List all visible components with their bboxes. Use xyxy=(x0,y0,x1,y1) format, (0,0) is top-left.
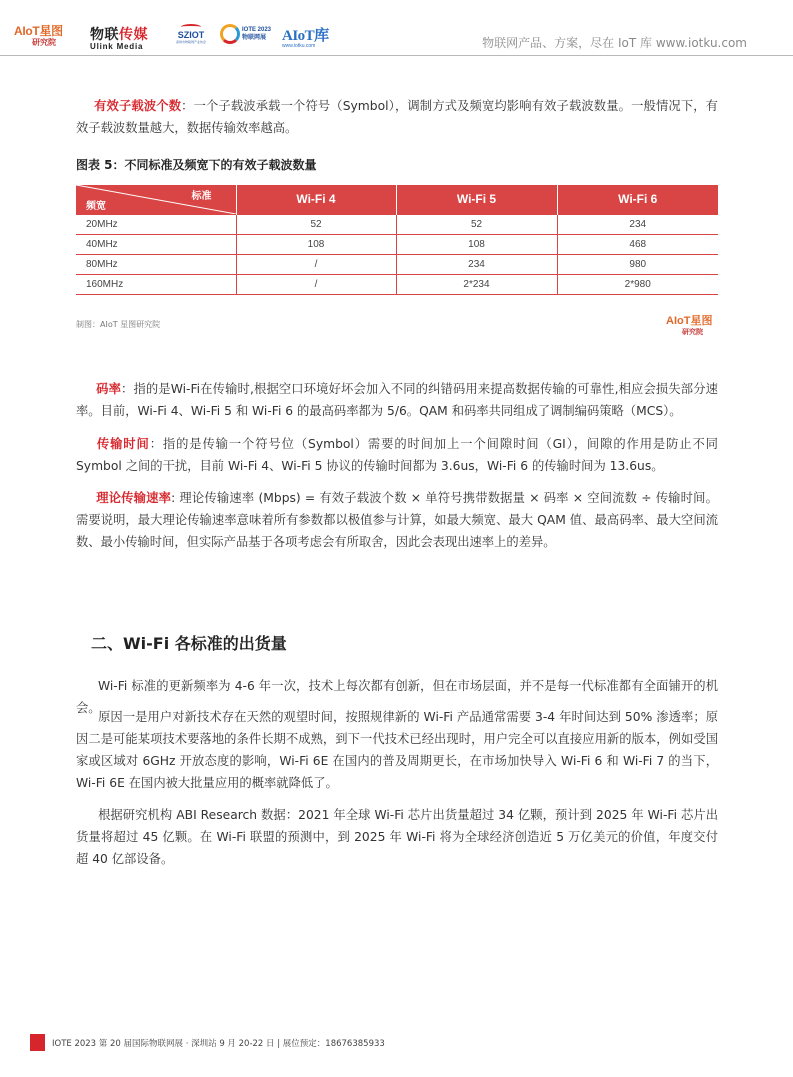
table-row xyxy=(76,254,718,274)
keyword: 有效子载波个数 xyxy=(94,99,182,113)
paragraph-theoretical-rate: 理论传输速率: 理论传输速率 (Mbps) = 有效子载波个数 × 单符号携带数据量 × 码率 × 空间流数 ÷ 传输时间。需要说明，最大理论传输速率意味着所有参数都以极值参与计算，如最大频宽、最大 QAM 值、最高码率、最大空间流数、最小传输时间，但实际产品基于各项考虑会有所取舍，因此会表现出速率上的差异。 xyxy=(76,491,718,549)
keyword: 理论传输速率 xyxy=(96,491,172,505)
column-header: Wi-Fi 5 xyxy=(396,185,557,214)
page-header xyxy=(0,0,793,56)
ulink-media-logo: 物联传媒 Ulink Media xyxy=(90,27,148,51)
table-cell: 40MHz xyxy=(76,234,236,254)
figure-caption: 图表 5：不同标准及频宽下的有效子载波数量 xyxy=(76,158,317,172)
table-cell: / xyxy=(236,254,396,274)
column-header: Wi-Fi 6 xyxy=(557,185,718,214)
table-cell: 234 xyxy=(557,214,718,234)
iote-logo: IOTE 2023 物联网展 xyxy=(220,24,272,48)
aiot-logo: AIoT星图 研究院 xyxy=(14,24,63,47)
keyword: 码率 xyxy=(96,382,122,396)
table-cell: 2*234 xyxy=(396,274,557,294)
table-cell: 468 xyxy=(557,234,718,254)
paragraph-shipments: 根据研究机构 ABI Research 数据：2021 年全球 Wi-Fi 芯片出货量超过 34 亿颗，预计到 2025 年 Wi-Fi 芯片出货量将超过 45 亿颗。在 Wi-Fi 联盟的预测中，到 2025 年 Wi-Fi 将为全球经济创造近 5 万亿美元的价值，年度交付超 40 亿部设备。 xyxy=(76,808,718,866)
table-cell: 20MHz xyxy=(76,214,236,234)
paragraph-update-frequency: Wi-Fi 标准的更新频率为 4-6 年一次，技术上每次都有创新，但在市场层面，并不是每一代标准都有全面铺开的机会。 xyxy=(76,679,718,715)
section-title: 二、Wi-Fi 各标准的出货量 xyxy=(91,634,287,653)
iotku-logo: AIoT库 www.iotku.com xyxy=(282,28,329,49)
column-header: Wi-Fi 4 xyxy=(236,185,396,214)
paragraph-reasons: 原因一是用户对新技术存在天然的观望时间，按照规律新的 Wi-Fi 产品通常需要 3-4 年时间达到 50% 渗透率；原因二是可能某项技术要落地的条件长期不成熟，到下一代技术已经出现时，用户完全可以直接应用新的版本，例如受国家或区域对 6GHz 开放态度的影响，Wi-Fi 6E 在国内的普及周期更长，在市场加快导入 Wi-Fi 6 和 Wi-Fi 7 的当下，Wi-Fi 6E 在国内被大批量应用的概率就降低了。 xyxy=(76,710,718,790)
table-cell: 80MHz xyxy=(76,254,236,274)
paragraph-effective-subcarriers: 有效子载波个数：一个子载波承载一个符号（Symbol），调制方式及频宽均影响有效子载波数量。一般情况下，有效子载波数量越大，数据传输效率越高。 xyxy=(76,99,718,135)
paragraph-code-rate: 码率：指的是Wi-Fi在传输时,根据空口环境好坏会加入不同的纠错码用来提高数据传输的可靠性,相应会损失部分速率。目前，Wi-Fi 4、Wi-Fi 5 和 Wi-Fi 6 的最高码率都为 5/6。QAM 和码率共同组成了调制编码策略（MCS）。 xyxy=(76,382,718,418)
figure-source: 制图：AIoT 星图研究院 xyxy=(76,320,161,329)
table-cell: 52 xyxy=(396,214,557,234)
table-row xyxy=(76,214,718,234)
table-row xyxy=(76,274,718,294)
sziot-logo: SZIOT 深圳市物联网产业协会 xyxy=(172,24,210,44)
table-cell: 108 xyxy=(236,234,396,254)
header-tagline: 物联网产品、方案，尽在 IoT 库 www.iotku.com xyxy=(482,36,747,50)
table-cell: 234 xyxy=(396,254,557,274)
table-cell: 52 xyxy=(236,214,396,234)
keyword: 传输时间 xyxy=(96,437,150,451)
table-corner-header: 标准 频宽 xyxy=(76,185,236,214)
table-row xyxy=(76,234,718,254)
table-cell: 2*980 xyxy=(557,274,718,294)
table-cell: 160MHz xyxy=(76,274,236,294)
table-cell: 980 xyxy=(557,254,718,274)
footer-text: IOTE 2023 第 20 届国际物联网展 · 深圳站 9 月 20-22 日 | 展位预定：18676385933 xyxy=(52,1039,385,1049)
table-cell: / xyxy=(236,274,396,294)
aiot-figure-logo: AIoT星图 研究院 xyxy=(666,315,713,336)
paragraph-transmission-time: 传输时间：指的是传输一个符号位（Symbol）需要的时间加上一个间隙时间（GI），间隙的作用是防止不同 Symbol 之间的干扰，目前 Wi-Fi 4、Wi-Fi 5 协议的传输时间都为 3.6us，Wi-Fi 6 的传输时间为 13.6us。 xyxy=(76,437,718,473)
table-cell: 108 xyxy=(396,234,557,254)
subcarrier-table xyxy=(76,185,718,295)
footer-accent-bar xyxy=(30,1034,45,1051)
